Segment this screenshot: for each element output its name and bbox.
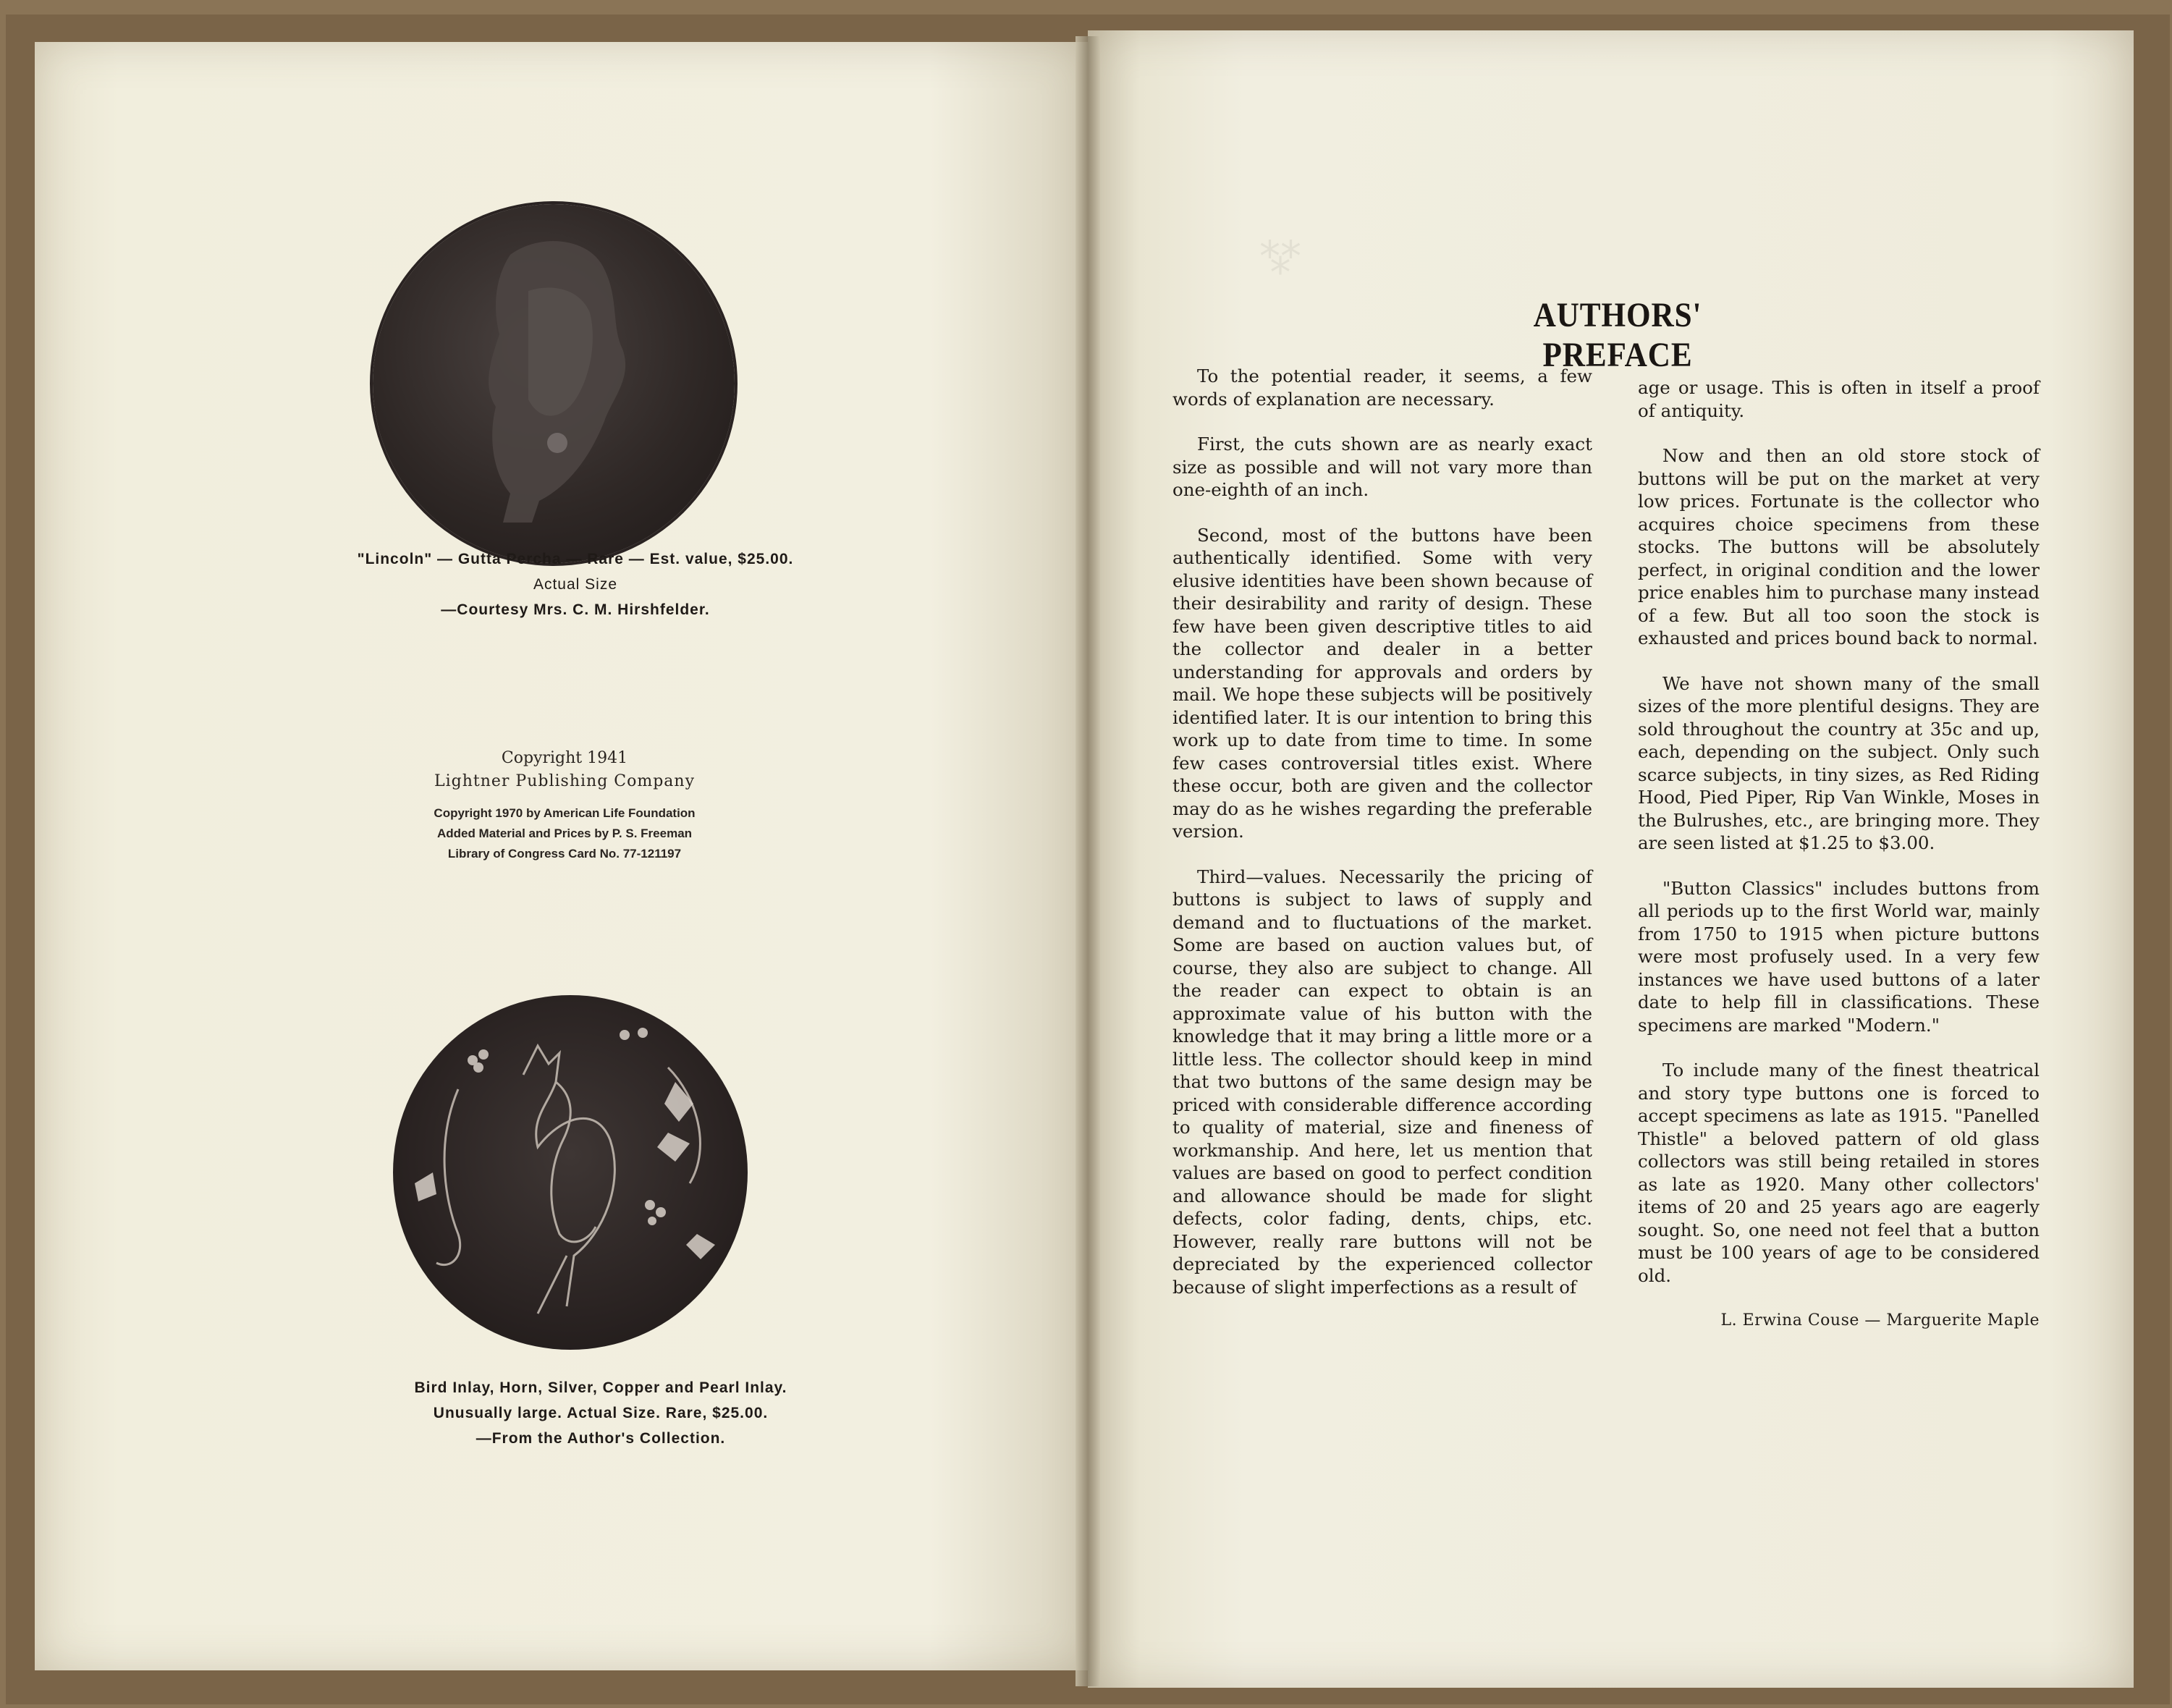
page-title: AUTHORS' PREFACE — [1533, 296, 1702, 374]
bird-inlay-icon — [393, 995, 748, 1350]
lincoln-caption — [275, 546, 876, 622]
copyright-block — [304, 747, 825, 864]
authors-signature-text: L. Erwina Couse — Marguerite Maple — [1720, 1311, 2040, 1329]
copyright-line5: Library of Congress Card No. 77-121197 — [447, 847, 682, 861]
authors-signature — [1638, 1309, 2040, 1332]
lincoln-portrait-icon — [373, 204, 735, 563]
preface-paragraph: Now and then an old store stock of buttons will be put on the market at very low prices. Fortunate is the collector who acquires choice specimens from these stocks. The buttons will be absolutely perfect, in original condition and the lower price enables him to purchase many instead of a few. But all too soon the stock is exhausted and prices bound back to normal. — [1638, 445, 2040, 648]
bird-inlay-button-image — [393, 995, 748, 1350]
bird-caption-line1: Bird Inlay, Horn, Silver, Copper and Pearl Inlay. — [414, 1379, 787, 1396]
copyright-line2: Lightner Publishing Company — [434, 772, 696, 790]
preface-column-right — [1638, 376, 2040, 1332]
copyright-line4: Added Material and Prices by P. S. Freeman — [436, 826, 693, 840]
preface-paragraph: To the potential reader, it seems, a few words of explanation are necessary. — [1172, 365, 1592, 410]
preface-paragraph: We have not shown many of the small sizes of the more plentiful designs. They are sold throughout the country at 35c and up, each, depending on the subject. Only such scarce subjects, in tiny sizes, as Red Riding Hood, Pied Piper, Rip Van Winkle, Moses in the Bulrushes, etc., are bringing more. They are seen listed at $1.25 to $3.00. — [1638, 672, 2040, 853]
preface-paragraph: Second, most of the buttons have been authentically identified. Some with very elusive identities have been shown because of their desirability and rarity of design. These few have been given descriptive titles to aid the collector and dealer in a better understanding for approvals and orders by mail. We hope these subjects will be positively identified later. It is our intention to bring this work up to date from time to time. In some few cases controversial titles exist. Where these occur, both are given and the collector may do as he wishes regarding the preferable version. — [1172, 524, 1592, 842]
preface-paragraph: To include many of the finest theatrical and story type buttons one is forced to accept specimens as late as 1915. "Panelled Thistle" a beloved pattern of old glass collectors was still being retailed in stores as late as 1920. Many other collectors' items of 20 and 25 years ago are eagerly sought. So, one need not feel that a button must be 100 years of age to be considered old. — [1638, 1060, 2040, 1286]
bird-caption-line3: —From the Author's Collection. — [476, 1430, 726, 1447]
bird-caption — [326, 1375, 876, 1451]
show-through-text: ⁂ — [1259, 231, 1301, 278]
preface-paragraph: Third—values. Necessarily the pricing of buttons is subject to laws of supply and demand and to fluctuations of the market. Some are based on auction values but, of course, they also are subject to change. All the reader can expect to obtain is an approximate value of his button with the knowledge that it may bring a little more or a little less. The collector should keep in mind that two buttons of the same design may be priced with considerable difference according to quality of material, size and fineness of workmanship. And here, let us mention that values are based on good to perfect condition and allowance should be made for slight defects, color fading, dents, chips, etc. However, really rare buttons will not be depreciated by the experienced collector because of slight imperfections as a result of — [1172, 866, 1592, 1298]
bird-caption-line2: Unusually large. Actual Size. Rare, $25.00. — [433, 1405, 769, 1421]
book-gutter — [1076, 36, 1100, 1686]
lincoln-caption-line3: —Courtesy Mrs. C. M. Hirshfelder. — [441, 601, 710, 618]
preface-paragraph: "Button Classics" includes buttons from all periods up to the first World war, mainly from 1750 to 1915 when picture buttons were most profusely used. In a very few instances we have used buttons of a later date to help fill in classifications. These specimens are marked "Modern." — [1638, 877, 2040, 1036]
copyright-line3: Copyright 1970 by American Life Foundation — [434, 806, 696, 820]
lincoln-caption-line1: "Lincoln" — Gutta Percha — Rare — Est. value, $25.00. — [357, 551, 794, 567]
preface-paragraph-continued: age or usage. This is often in itself a proof of antiquity. — [1638, 377, 2040, 421]
preface-paragraph: First, the cuts shown are as nearly exact size as possible and will not vary more than one-eighth of an inch. — [1172, 434, 1592, 500]
copyright-line1: Copyright 1941 — [501, 749, 628, 767]
lincoln-caption-line2: Actual Size — [533, 576, 618, 593]
preface-column-left — [1172, 365, 1592, 1321]
lincoln-button-image — [373, 204, 735, 563]
